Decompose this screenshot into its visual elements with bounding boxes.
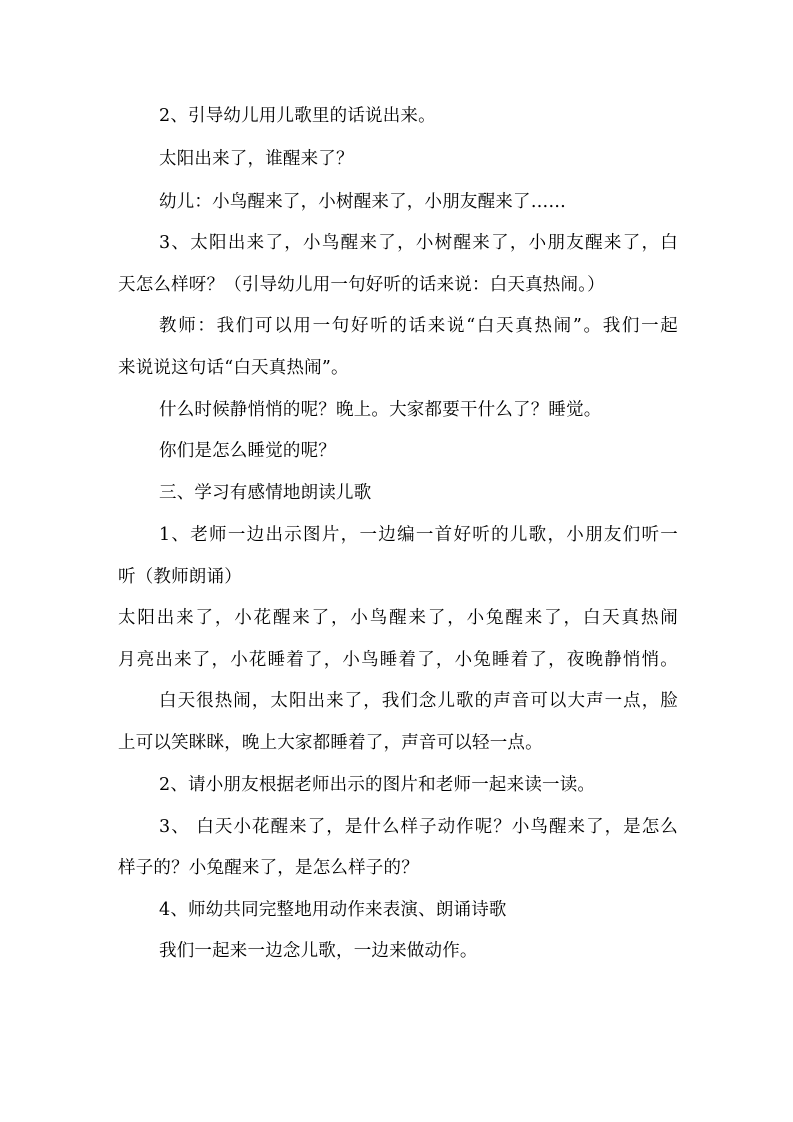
paragraph-line: 上可以笑眯眯，晚上大家都睡着了，声音可以轻一点。	[118, 733, 543, 753]
paragraph-line: 样子的？小兔醒来了，是怎么样子的？	[118, 858, 419, 878]
paragraph-line: 听（教师朗诵）	[118, 567, 242, 587]
paragraph-line: 3、太阳出来了，小鸟醒来了，小树醒来了，小朋友醒来了，白	[159, 233, 678, 253]
paragraph-line: 3、 白天小花醒来了，是什么样子动作呢？小鸟醒来了，是怎么	[159, 817, 678, 837]
paragraph-line: 来说说这句话“白天真热闹”。	[118, 358, 349, 378]
paragraph-line: 2、请小朋友根据老师出示的图片和老师一起来读一读。	[159, 775, 596, 795]
paragraph-line: 什么时候静悄悄的呢？晚上。大家都要干什么了？睡觉。	[159, 400, 602, 420]
section-heading: 三、学习有感情地朗读儿歌	[159, 483, 372, 503]
paragraph-line: 你们是怎么睡觉的呢？	[159, 441, 336, 461]
paragraph-line: 太阳出来了，谁醒来了？	[159, 149, 354, 169]
paragraph-line: 白天很热闹，太阳出来了，我们念儿歌的声音可以大声一点，脸	[159, 691, 678, 711]
paragraph-line: 天怎么样呀？（引导幼儿用一句好听的话来说：白天真热闹。）	[118, 275, 605, 295]
paragraph-line: 幼儿：小鸟醒来了，小树醒来了，小朋友醒来了……	[159, 192, 567, 212]
poem-line: 月亮出来了，小花睡着了，小鸟睡着了，小兔睡着了，夜晚静悄悄。	[118, 650, 678, 670]
paragraph-line: 2、引导幼儿用儿歌里的话说出来。	[159, 106, 436, 126]
paragraph-line: 1、老师一边出示图片，一边编一首好听的儿歌，小朋友们听一	[159, 525, 678, 545]
paragraph-line: 4、师幼共同完整地用动作来表演、朗诵诗歌	[159, 900, 507, 920]
paragraph-line: 教师：我们可以用一句好听的话来说“白天真热闹”。我们一起	[159, 316, 678, 336]
paragraph-line: 我们一起来一边念儿歌，一边来做动作。	[159, 941, 478, 961]
poem-line: 太阳出来了，小花醒来了，小鸟醒来了，小兔醒来了，白天真热闹	[118, 608, 678, 628]
